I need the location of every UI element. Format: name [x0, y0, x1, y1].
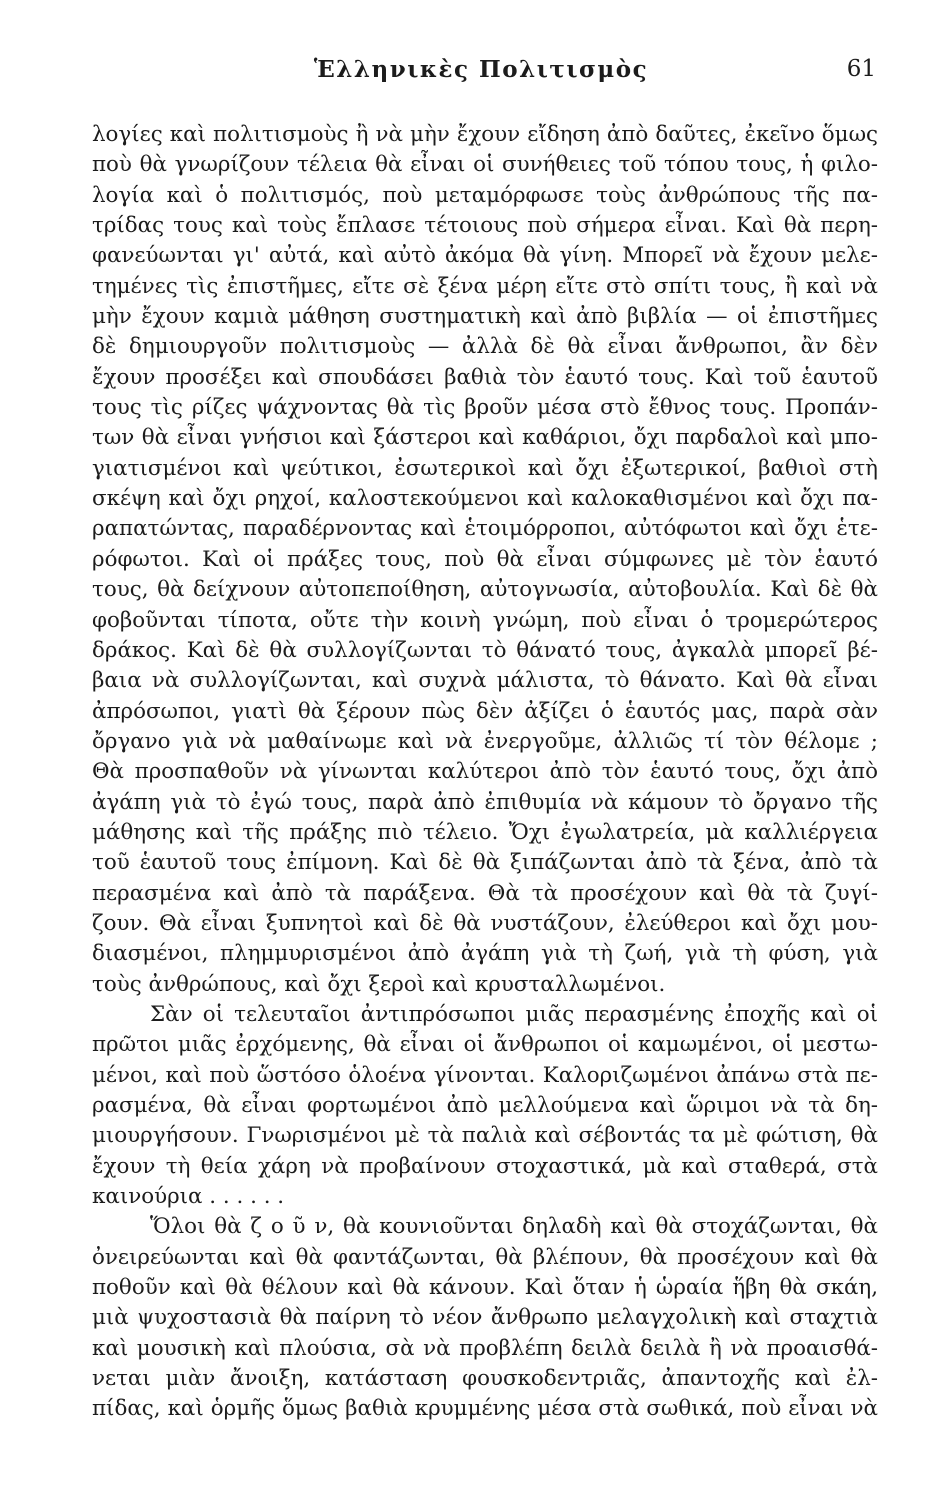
text-line: μιὰ ψυχοστασιὰ θὰ παίρνη τὸ νέον ἄνθρωπο μελαγχολικὴ καὶ σταχτιὰ: [92, 1305, 878, 1331]
text-line: τους τὶς ρίζες ψάχνοντας θὰ τὶς βροῦν μέσα στὸ ἔθνος τους. Προπάν-: [92, 395, 878, 421]
text-line: ὀνειρεύωνται καὶ θὰ φαντάζωνται, θὰ βλέπουν, θὰ προσέχουν καὶ θὰ: [92, 1244, 878, 1270]
text-line: ἔχουν προσέξει καὶ σπουδάσει βαθιὰ τὸν ἑαυτό τους. Καὶ τοῦ ἑαυτοῦ: [92, 364, 878, 390]
text-line: μένοι, καὶ ποὺ ὥστόσο ὁλοένα γίνονται. Καλοριζωμένοι ἀπάνω στὰ πε-: [92, 1062, 878, 1088]
text-line: ποθοῦν καὶ θὰ θέλουν καὶ θὰ κάνουν. Καὶ ὅταν ἡ ὡραία ἥβη θὰ σκάη,: [92, 1275, 878, 1301]
text-line: δὲ δημιουργοῦν πολιτισμοὺς — ἀλλὰ δὲ θὰ εἶναι ἄνθρωποι, ἂν δὲν: [92, 334, 878, 360]
page-number: 61: [846, 56, 876, 82]
text-line: ραπατώντας, παραδέρνοντας καὶ ἑτοιμόρροποι, αὐτόφωτοι καὶ ὄχι ἑτε-: [92, 516, 878, 542]
page-header: [86, 56, 876, 92]
text-line: ἀγάπη γιὰ τὸ ἐγώ τους, παρὰ ἀπὸ ἐπιθυμία νὰ κάμουν τὸ ὄργανο τῆς: [92, 789, 878, 815]
text-line: λογία καὶ ὁ πολιτισμός, ποὺ μεταμόρφωσε τοὺς ἀνθρώπους τῆς πα-: [92, 182, 878, 208]
text-line: νεται μιὰν ἄνοιξη, κατάσταση φουσκοδεντριᾶς, ἀπαντοχῆς καὶ ἐλ-: [92, 1366, 878, 1392]
text-line: φανεύωνται γι' αὐτά, καὶ αὐτὸ ἀκόμα θὰ γίνη. Μπορεῖ νὰ ἔχουν μελε-: [92, 243, 878, 269]
text-line: δράκος. Καὶ δὲ θὰ συλλογίζωνται τὸ θάνατό τους, ἀγκαλὰ μπορεῖ βέ-: [92, 637, 878, 663]
text-line: περασμένα καὶ ἀπὸ τὰ παράξενα. Θὰ τὰ προσέχουν καὶ θὰ τὰ ζυγί-: [92, 880, 878, 906]
text-line: των θὰ εἶναι γνήσιοι καὶ ξάστεροι καὶ καθάριοι, ὄχι παρδαλοὶ καὶ μπο-: [92, 425, 878, 451]
text-line: τρίδας τους καὶ τοὺς ἔπλασε τέτοιους ποὺ σήμερα εἶναι. Καὶ θὰ περη-: [92, 213, 878, 239]
text-line: ρόφωτοι. Καὶ οἱ πράξες τους, ποὺ θὰ εἶναι σύμφωνες μὲ τὸν ἑαυτό: [92, 546, 878, 572]
text-line: βαια νὰ συλλογίζωνται, καὶ συχνὰ μάλιστα, τὸ θάνατο. Καὶ θὰ εἶναι: [92, 668, 878, 694]
text-line: ἀπρόσωποι, γιατὶ θὰ ξέρουν πὼς δὲν ἀξίζει ὁ ἑαυτός μας, παρὰ σὰν: [92, 698, 878, 724]
text-line: πρῶτοι μιᾶς ἐρχόμενης, θὰ εἶναι οἱ ἄνθρωποι οἱ καμωμένοι, οἱ μεστω-: [92, 1032, 878, 1058]
text-line: ἔχουν τὴ θεία χάρη νὰ προβαίνουν στοχαστικά, μὰ καὶ σταθερά, στὰ: [92, 1153, 878, 1179]
text-line: πίδας, καὶ ὁρμῆς ὅμως βαθιὰ κρυμμένης μέσα στὰ σωθικά, ποὺ εἶναι νὰ: [92, 1396, 878, 1422]
text-line: Θὰ προσπαθοῦν νὰ γίνωνται καλύτεροι ἀπὸ τὸν ἑαυτό τους, ὄχι ἀπὸ: [92, 759, 878, 785]
text-line: τοῦ ἑαυτοῦ τους ἐπίμονη. Καὶ δὲ θὰ ξιπάζωνται ἀπὸ τὰ ξένα, ἀπὸ τὰ: [92, 850, 878, 876]
text-line: μάθησης καὶ τῆς πράξης πιὸ τέλειο. Ὄχι ἐγωλατρεία, μὰ καλλιέργεια: [92, 819, 878, 845]
text-line-paragraph-start: Σὰν οἱ τελευταῖοι ἀντιπρόσωποι μιᾶς περασμένης ἐποχῆς καὶ οἱ: [150, 1001, 878, 1027]
text-line: ποὺ θὰ γνωρίζουν τέλεια θὰ εἶναι οἱ συνήθειες τοῦ τόπου τους, ἡ φιλο-: [92, 152, 878, 178]
text-line-paragraph-end: καινούρια . . . . . .: [92, 1184, 285, 1210]
text-line: γιατισμένοι καὶ ψεύτικοι, ἐσωτερικοὶ καὶ ὄχι ἐξωτερικοί, βαθιοὶ στὴ: [92, 455, 878, 481]
text-line: λογίες καὶ πολιτισμοὺς ἢ νὰ μὴν ἔχουν εἴδηση ἀπὸ δαῦτες, ἐκεῖνο ὅμως: [92, 122, 878, 147]
text-line-paragraph-end: τοὺς ἀνθρώπους, καὶ ὄχι ξεροὶ καὶ κρυσταλλωμένοι.: [92, 971, 666, 997]
text-line: ζουν. Θὰ εἶναι ξυπνητοὶ καὶ δὲ θὰ νυστάζουν, ἐλεύθεροι καὶ ὄχι μου-: [92, 910, 878, 936]
text-line: ὄργανο γιὰ νὰ μαθαίνωμε καὶ νὰ ἐνεργοῦμε, ἀλλιῶς τί τὸν θέλομε ;: [92, 728, 878, 754]
body-text: [92, 120, 878, 1425]
text-line: φοβοῦνται τίποτα, οὔτε τὴν κοινὴ γνώμη, ποὺ εἶναι ὁ τρομερώτερος: [92, 607, 878, 633]
text-line-paragraph-start: Ὅλοι θὰ ζ ο ῦ ν, θὰ κουνιοῦνται δηλαδὴ καὶ θὰ στοχάζωνται, θὰ: [150, 1214, 878, 1240]
running-title: Ἑλληνικὲς Πολιτισμὸς: [313, 56, 649, 83]
text-line: τημένες τὶς ἐπιστῆμες, εἴτε σὲ ξένα μέρη εἴτε στὸ σπίτι τους, ἢ καὶ νὰ: [92, 273, 878, 299]
text-line: μὴν ἔχουν καμιὰ μάθηση συστηματικὴ καὶ ἀπὸ βιβλία — οἱ ἐπιστῆμες: [92, 304, 878, 330]
text-line: ρασμένα, θὰ εἶναι φορτωμένοι ἀπὸ μελλούμενα καὶ ὥριμοι νὰ τὰ δη-: [92, 1093, 878, 1118]
text-line: διασμένοι, πλημμυρισμένοι ἀπὸ ἀγάπη γιὰ τὴ ζωή, γιὰ τὴ φύση, γιὰ: [92, 941, 878, 967]
text-line: καὶ μουσικὴ καὶ πλούσια, σὰ νὰ προβλέπη δειλὰ δειλὰ ἢ νὰ προαισθά-: [92, 1335, 878, 1361]
text-line: τους, θὰ δείχνουν αὐτοπεποίθηση, αὐτογνωσία, αὐτοβουλία. Καὶ δὲ θὰ: [92, 577, 878, 603]
text-line: μιουργήσουν. Γνωρισμένοι μὲ τὰ παλιὰ καὶ σέβοντάς τα μὲ φώτιση, θὰ: [92, 1123, 878, 1149]
text-line: σκέψη καὶ ὄχι ρηχοί, καλοστεκούμενοι καὶ καλοκαθισμένοι καὶ ὄχι πα-: [92, 486, 878, 512]
